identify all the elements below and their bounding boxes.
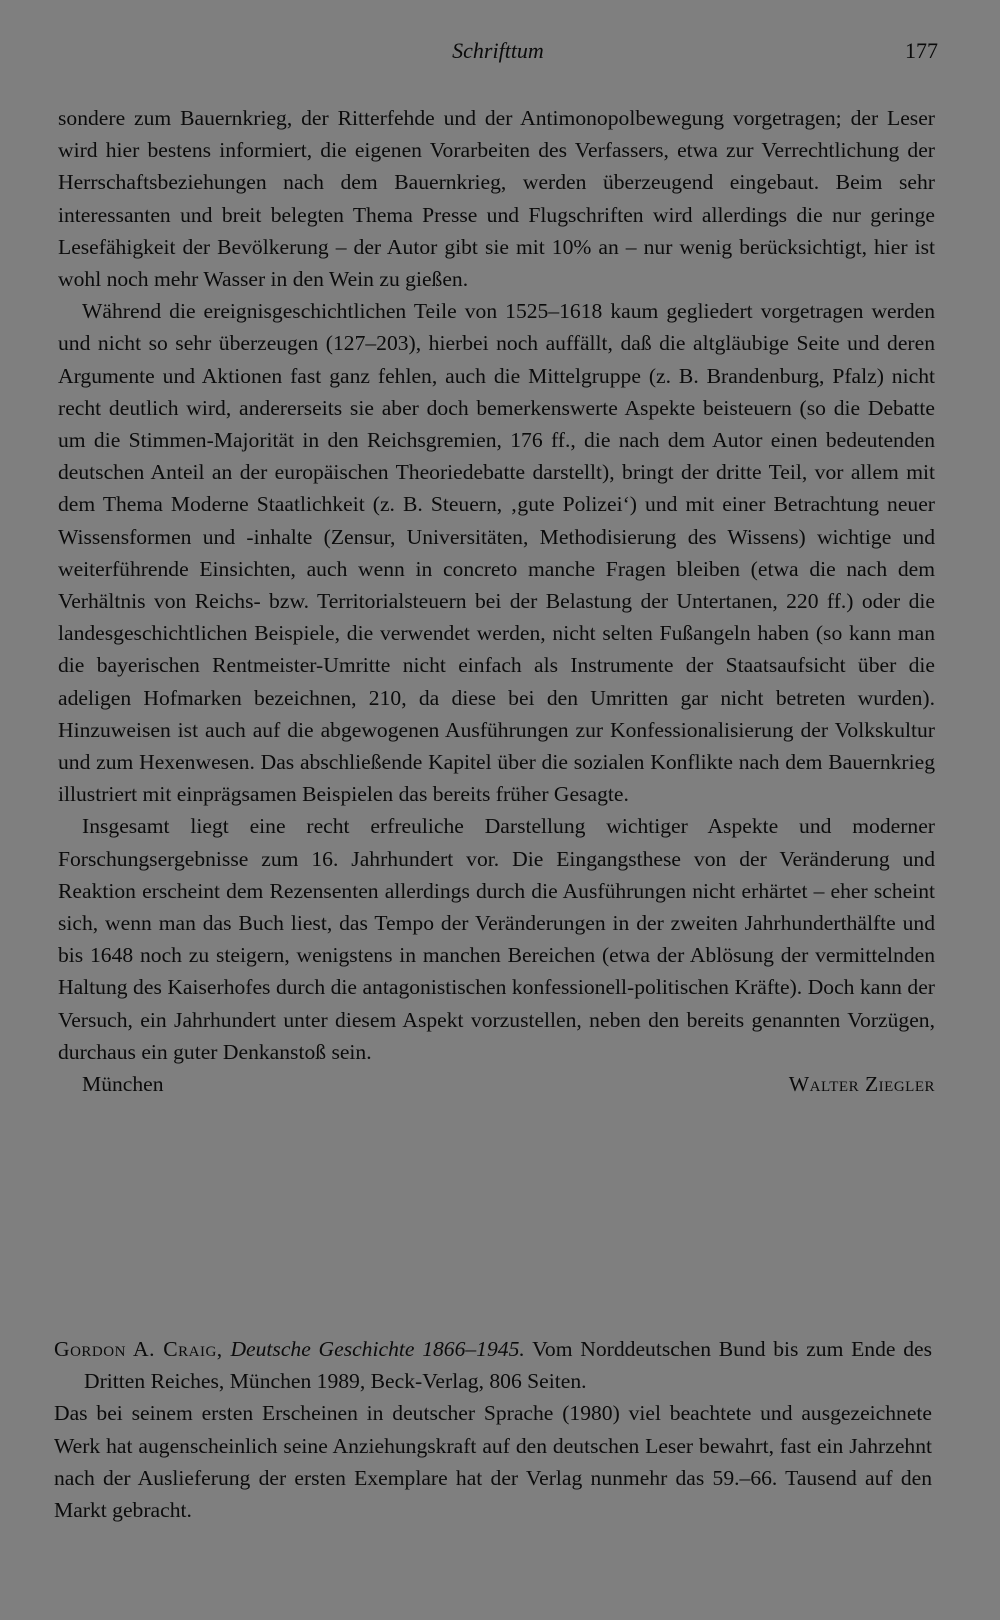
signature <box>58 1068 935 1100</box>
paragraph: Während die ereignisgeschichtlichen Teile von 1525–1618 kaum gegliedert vorgetragen werden und nicht so sehr überzeugen (127–203), hierbei noch auffällt, daß die altgläubige Seite und deren Argumente und Aktionen fast ganz fehlen, auch die Mittelgruppe (z. B. Brandenburg, Pfalz) nicht recht deutlich wird, andererseits sie aber doch bemerkenswerte Aspekte beisteuern (so die Debatte um die Stimmen-Majorität in den Reichsgremien, 176 ff., die nach dem Autor einen bedeutenden deutschen Anteil an der europäischen Theoriedebatte darstellt), bringt der dritte Teil, vor allem mit dem Thema Moderne Staatlichkeit (z. B. Steuern, ‚gute Polizei‘) und mit einer Betrachtung neuer Wissensformen und -inhalte (Zensur, Universitäten, Methodisierung des Wissens) wichtige und weiterführende Einsichten, auch wenn in concreto manche Fragen bleiben (etwa die nach dem Verhältnis von Reichs- bzw. Territorialsteuern bei der Belastung der Untertanen, 220 ff.) oder die landesgeschichtlichen Beispiele, die verwendet werden, nicht selten Fußangeln haben (so kann man die bayerischen Rentmeister-Umritte nicht einfach als Instrumente der Staatsaufsicht über die adeligen Hofmarken bezeichnen, 210, da diese bei den Umritten gar nicht betreten wurden). Hinzuweisen ist auch auf die abgewogenen Ausführungen zur Konfessionalisierung der Volkskultur und zum Hexenwesen. Das abschließende Kapitel über die sozialen Konflikte nach dem Bauernkrieg illustriert mit einprägsamen Beispielen das bereits früher Gesagte. <box>58 299 935 807</box>
book-citation <box>54 1333 932 1397</box>
book-details: Vom Norddeutschen Bund bis zum Ende des Dritten Reiches, München 1989, Beck-Verlag, 806 Seiten. <box>84 1337 933 1394</box>
paragraph: sondere zum Bauernkrieg, der Ritterfehde und der Antimonopolbewegung vorgetragen; der Leser wird hier bestens informiert, die eigenen Vorarbeiten des Verfassers, etwa zur Verrechtlichung der Herrschaftsbeziehungen nach dem Bauernkrieg, werden überzeugend eingebaut. Beim sehr interessanten und breit belegten Thema Presse und Flugschriften wird allerdings die nur geringe Lesefähigkeit der Bevölkerung – der Autor gibt sie mit 10% an – nur wenig berücksichtigt, hier ist wohl noch mehr Wasser in den Wein zu gießen. <box>58 106 935 292</box>
paragraph: Insgesamt liegt eine recht erfreuliche Darstellung wichtiger Aspekte und moderner Forschungsergebnisse zum 16. Jahrhundert vor. Die Eingangsthese von der Veränderung und Reaktion erscheint dem Rezensenten allerdings durch die Ausführungen nicht erhärtet – eher scheint sich, wenn man das Buch liest, das Tempo der Veränderungen in der zweiten Jahrhunderthälfte und bis 1648 noch zu steigern, wenigstens in manchen Bereichen (etwa der Ablösung der vermittelnden Haltung des Kaiserhofes durch die antagonistischen konfessionell-politischen Kräfte). Doch kann der Versuch, ein Jahrhundert unter diesem Aspekt vorzustellen, neben den bereits genannten Vorzügen, durchaus ein guter Denkanstoß sein. <box>58 814 935 1064</box>
book-title: Deutsche Geschichte 1866–1945. <box>230 1337 525 1361</box>
running-header <box>58 34 938 68</box>
book-review <box>54 1333 932 1526</box>
section-title: Schrifttum <box>452 38 544 63</box>
page-number: 177 <box>905 38 938 63</box>
paragraph: Das bei seinem ersten Erscheinen in deutscher Sprache (1980) viel beachtete und ausgezeichnete Werk hat augenscheinlich seine Anziehungskraft auf den deutschen Leser bewahrt, fast ein Jahrzehnt nach der Auslieferung der ersten Exemplare hat der Verlag nunmehr das 59.–66. Tausend auf den Markt gebracht. <box>54 1401 932 1523</box>
review-body <box>58 102 935 1100</box>
book-author: Gordon A. Craig, <box>54 1337 223 1361</box>
signature-place: München <box>82 1072 164 1097</box>
reviewer-name: Walter Ziegler <box>788 1072 935 1097</box>
